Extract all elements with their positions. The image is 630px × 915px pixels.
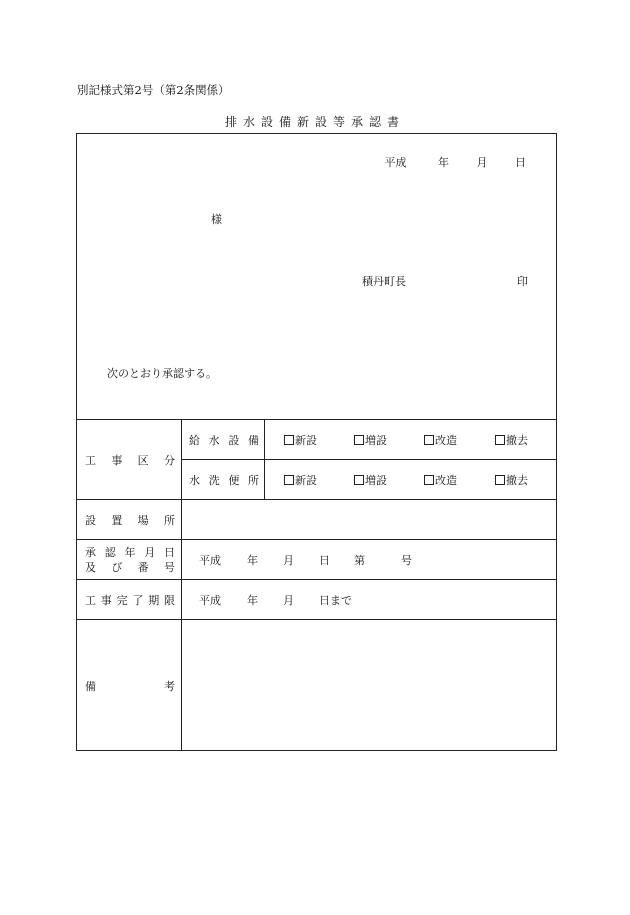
completion-deadline-day: 日まで xyxy=(319,594,352,607)
checkbox-icon xyxy=(495,435,505,445)
construction-type-label: 工 事 区 分 xyxy=(85,454,175,467)
issue-date xyxy=(385,154,527,170)
divider-location-bottom xyxy=(77,539,556,540)
checkbox-icon xyxy=(354,435,364,445)
addressee-suffix: 様 xyxy=(211,213,222,226)
approval-number-prefix: 第 xyxy=(354,554,365,567)
issue-date-month: 月 xyxy=(476,156,488,169)
divider-construction-mid xyxy=(181,459,556,460)
flush-toilet-remove-checkbox[interactable]: 撤去 xyxy=(495,472,528,488)
category-column-divider xyxy=(264,419,265,499)
approval-date-year: 年 xyxy=(247,554,258,567)
completion-deadline-label: 工 事 完 了 期 限 xyxy=(85,594,175,607)
checkbox-icon xyxy=(424,435,434,445)
remarks-label: 備 考 xyxy=(85,680,175,693)
water-supply-expand-checkbox[interactable]: 増設 xyxy=(354,432,387,448)
water-supply-new-checkbox[interactable]: 新設 xyxy=(284,432,317,448)
form-reference: 別記様式第2号（第2条関係） xyxy=(77,83,230,97)
checkbox-icon xyxy=(284,475,294,485)
divider-letter xyxy=(77,419,556,420)
approval-date-label-line2: 及 び 番 号 xyxy=(85,561,175,574)
issue-date-era: 平成 xyxy=(384,156,407,169)
divider-construction-bottom xyxy=(77,499,556,500)
issue-date-year: 年 xyxy=(438,156,449,169)
approval-number-suffix: 号 xyxy=(401,554,412,567)
checkbox-icon xyxy=(354,475,364,485)
checkbox-icon xyxy=(284,435,294,445)
document-title: 排水設備新設等承認書 xyxy=(224,115,405,129)
flush-toilet-label: 水 洗 便 所 xyxy=(189,474,259,487)
label-column-divider xyxy=(181,419,182,750)
remarks-field[interactable] xyxy=(183,621,555,749)
approval-date-era: 平成 xyxy=(199,554,221,567)
water-supply-label: 給 水 設 備 xyxy=(189,434,259,447)
checkbox-icon xyxy=(424,475,434,485)
approval-date-day: 日 xyxy=(319,554,330,567)
approval-date-label-line1: 承 認 年 月 日 xyxy=(85,546,175,559)
issuer-name: 積丹町長 xyxy=(362,275,406,288)
divider-deadline-bottom xyxy=(77,619,556,620)
water-supply-remove-checkbox[interactable]: 撤去 xyxy=(495,432,528,448)
issue-date-day: 日 xyxy=(515,156,526,169)
completion-deadline-month: 月 xyxy=(283,594,294,607)
completion-deadline-era: 平成 xyxy=(199,594,221,607)
flush-toilet-modify-checkbox[interactable]: 改造 xyxy=(424,472,457,488)
flush-toilet-expand-checkbox[interactable]: 増設 xyxy=(354,472,387,488)
completion-deadline-year: 年 xyxy=(247,594,258,607)
divider-approval-bottom xyxy=(77,579,556,580)
approval-statement: 次のとおり承認する。 xyxy=(107,367,217,380)
approval-form-frame xyxy=(76,133,557,751)
checkbox-icon xyxy=(495,475,505,485)
water-supply-modify-checkbox[interactable]: 改造 xyxy=(424,432,457,448)
location-label: 設 置 場 所 xyxy=(85,514,175,527)
seal-mark: 印 xyxy=(517,275,528,288)
approval-date-month: 月 xyxy=(283,554,294,567)
flush-toilet-new-checkbox[interactable]: 新設 xyxy=(284,472,317,488)
